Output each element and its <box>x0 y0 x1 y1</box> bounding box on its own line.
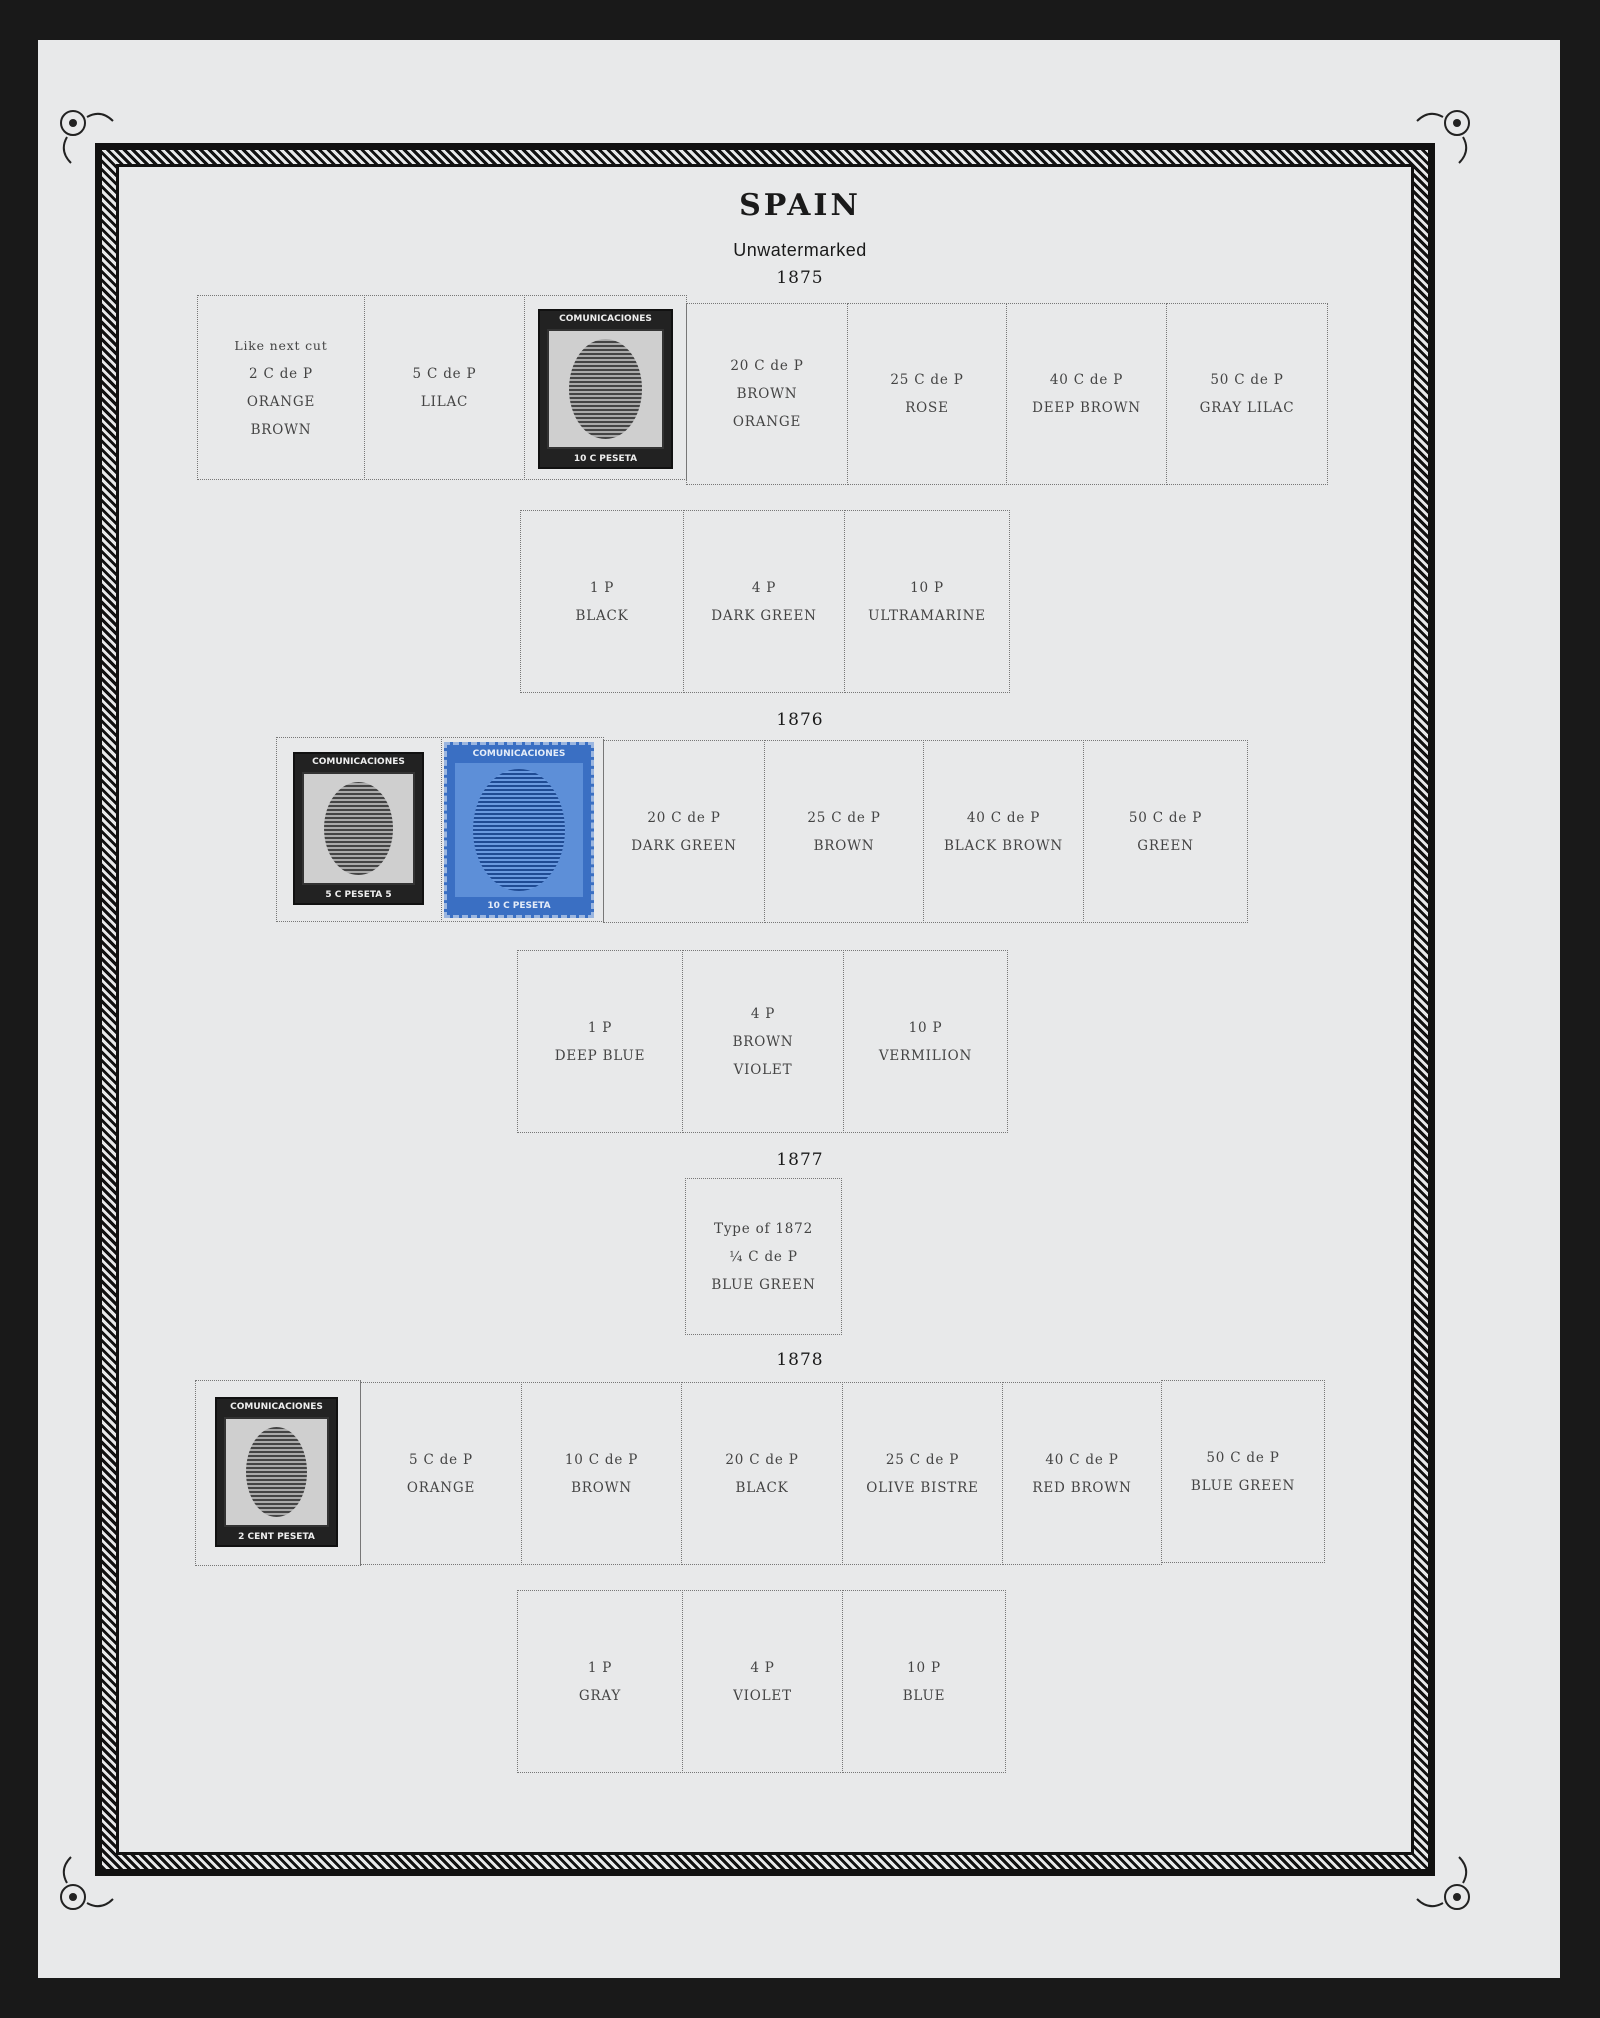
portrait-icon <box>324 782 393 875</box>
stamp-inscription: COMUNICACIONES <box>559 314 652 324</box>
stamp-space <box>520 510 684 693</box>
portrait-icon <box>473 769 565 891</box>
stamp-color: VIOLET <box>733 1061 793 1078</box>
stamp-space <box>847 303 1007 485</box>
stamp-color: BLUE <box>902 1687 946 1704</box>
page-title: SPAIN <box>739 188 861 223</box>
corner-ornament-icon <box>1415 1855 1475 1915</box>
year-heading: 1878 <box>776 1350 824 1370</box>
portrait-icon <box>569 339 642 439</box>
stamp-space <box>521 1382 682 1565</box>
stamp-denomination-note: Type of 1872 <box>714 1220 813 1237</box>
stamp-denomination: 25 C de P <box>890 372 964 388</box>
mounted-stamp <box>215 1397 338 1547</box>
stamp-inscription: 5 C PESETA 5 <box>325 890 392 900</box>
year-heading: 1876 <box>776 710 824 730</box>
stamp-space <box>603 740 765 923</box>
stamp-color: VIOLET <box>733 1687 792 1704</box>
stamp-denomination: 4 P <box>750 1659 775 1676</box>
stamp-color: GREEN <box>1137 837 1194 854</box>
year-heading: 1877 <box>776 1150 824 1170</box>
stamp-space <box>683 510 845 693</box>
stamp-denomination: 1 P <box>589 579 615 596</box>
stamp-space <box>1166 303 1328 485</box>
stamp-space <box>517 1590 683 1773</box>
stamp-space <box>844 510 1010 693</box>
stamp-color: BROWN <box>732 1033 794 1050</box>
stamp-denomination: 1 P <box>587 1659 613 1676</box>
stamp-space <box>923 740 1084 923</box>
stamp-denomination: 40 C de P <box>1049 372 1124 388</box>
stamp-inscription: 10 C PESETA <box>573 454 638 464</box>
stamp-space <box>681 1382 843 1565</box>
stamp-color: ORANGE <box>246 393 316 410</box>
stamp-space <box>764 740 924 923</box>
stamp-denomination: 25 C de P <box>885 1451 960 1468</box>
stamp-inscription: 10 C PESETA <box>487 901 551 911</box>
mounted-stamp <box>444 742 594 918</box>
stamp-color: BLUE GREEN <box>711 1276 816 1293</box>
stamp-color: ORANGE <box>406 1479 476 1496</box>
stamp-space <box>364 295 525 480</box>
stamp-color: DARK GREEN <box>631 837 737 854</box>
stamp-denomination: 1 P <box>587 1019 613 1036</box>
stamp-denomination: 10 P <box>907 1659 941 1676</box>
stamp-denomination: 4 P <box>750 1005 776 1022</box>
stamp-color: ULTRAMARINE <box>868 607 986 624</box>
stamp-denomination: 25 C de P <box>807 809 881 826</box>
stamp-denomination: 5 C de P <box>409 1451 473 1468</box>
stamp-color: BLACK <box>735 1479 789 1496</box>
stamp-denomination: 50 C de P <box>1128 809 1203 826</box>
year-heading: 1875 <box>776 268 824 288</box>
portrait-icon <box>246 1427 307 1517</box>
stamp-space <box>1006 303 1167 485</box>
stamp-denomination: 5 C de P <box>412 365 477 382</box>
stamp-color: DARK GREEN <box>711 607 817 624</box>
stamp-space <box>1002 1382 1162 1565</box>
stamp-denomination: 40 C de P <box>966 809 1041 826</box>
stamp-denomination: 50 C de P <box>1210 372 1284 388</box>
stamp-space <box>682 1590 843 1773</box>
mounted-stamp <box>538 309 673 469</box>
stamp-space <box>1161 1380 1325 1563</box>
stamp-color: BROWN <box>250 421 312 438</box>
stamp-color: VERMILION <box>878 1047 973 1064</box>
stamp-space <box>197 295 365 480</box>
stamp-color: LILAC <box>420 393 469 410</box>
stamp-color: OLIVE BISTRE <box>866 1479 979 1496</box>
stamp-color: BROWN <box>736 386 798 402</box>
stamp-color: BLACK <box>575 607 629 624</box>
stamp-space <box>842 1382 1003 1565</box>
stamp-space <box>843 950 1008 1133</box>
stamp-color: BROWN <box>571 1479 632 1496</box>
stamp-denomination: 4 P <box>751 579 777 596</box>
stamp-space <box>1083 740 1248 923</box>
stamp-inscription: COMUNICACIONES <box>230 1402 323 1412</box>
stamp-color: GRAY <box>578 1687 622 1704</box>
corner-ornament-icon <box>1415 105 1475 165</box>
stamp-space <box>360 1382 522 1565</box>
stamp-color: BLUE GREEN <box>1190 1477 1296 1494</box>
mounted-stamp <box>293 752 424 905</box>
corner-ornament-icon <box>55 105 115 165</box>
stamp-space <box>842 1590 1006 1773</box>
stamp-denomination: 50 C de P <box>1206 1449 1280 1466</box>
stamp-inscription: COMUNICACIONES <box>312 757 405 767</box>
stamp-space <box>517 950 683 1133</box>
stamp-denomination: 10 P <box>910 579 944 596</box>
stamp-denomination: 20 C de P <box>730 358 804 374</box>
stamp-denomination: ¼ C de P <box>729 1248 798 1265</box>
stamp-color: ORANGE <box>732 414 802 430</box>
stamp-space <box>685 1178 842 1335</box>
stamp-color: DEEP BROWN <box>1032 400 1141 416</box>
stamp-denomination: 10 C de P <box>564 1451 639 1468</box>
stamp-denomination: 20 C de P <box>725 1451 799 1468</box>
stamp-denomination-note: Like next cut <box>234 337 328 353</box>
stamp-color: ROSE <box>905 400 949 416</box>
stamp-color: DEEP BLUE <box>554 1047 646 1064</box>
stamp-space <box>682 950 844 1133</box>
stamp-color: BROWN <box>813 837 875 854</box>
stamp-denomination: 10 P <box>908 1019 943 1036</box>
stamp-denomination: 20 C de P <box>647 809 721 826</box>
stamp-color: RED BROWN <box>1032 1479 1132 1496</box>
stamp-inscription: COMUNICACIONES <box>472 749 566 759</box>
stamp-denomination: 40 C de P <box>1045 1451 1119 1468</box>
stamp-denomination: 2 C de P <box>249 365 313 382</box>
stamp-color: BLACK BROWN <box>944 837 1063 854</box>
stamp-space <box>686 303 848 485</box>
corner-ornament-icon <box>55 1855 115 1915</box>
stamp-inscription: 2 CENT PESETA <box>238 1532 315 1542</box>
page-subtitle: Unwatermarked <box>733 240 867 260</box>
stamp-color: GRAY LILAC <box>1199 400 1295 416</box>
